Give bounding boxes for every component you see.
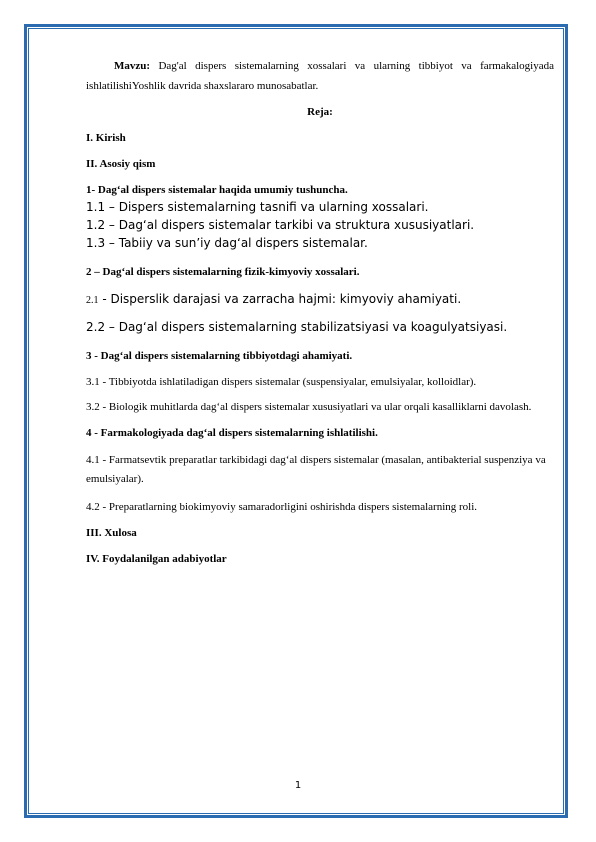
outline-section-1: 1- Dag‘al dispers sistemalar haqida umumiy tushuncha. <box>86 184 348 196</box>
topic-text: Dag'al dispers sistemalarning xossalari va ularning tibbiyot va farmakalogiyada ishlatilishiYoshlik davrida shaxslararo munosabatlar. <box>86 60 554 92</box>
outline-section-1-3 <box>86 236 554 250</box>
outline-section-1-2 <box>86 218 554 232</box>
outline-section-1-2-num: 1.2 <box>86 218 106 232</box>
outline-section-3-1: 3.1 - Tibbiyotda ishlatiladigan dispers sistemalar (suspensiyalar, emulsiyalar, kolloidlar). <box>86 376 477 388</box>
document-content <box>86 56 554 565</box>
outline-section-2: 2 – Dag‘al dispers sistemalarning fizik-kimyoviy xossalari. <box>86 266 360 278</box>
outline-section-1-3-num: 1.3 <box>86 236 106 250</box>
plan-title: Reja: <box>307 106 333 118</box>
outline-section-2-1-num: 2.1 <box>86 295 99 306</box>
outline-section-4-2: 4.2 - Preparatlarning biokimyoviy samaradorligini oshirishda dispers sistemalarning roli. <box>86 501 478 513</box>
outline-section-3-2: 3.2 - Biologik muhitlarda dag‘al dispers sistemalar xususiyatlari va ular orqali kasalliklarni davolash. <box>86 401 532 413</box>
outline-section-1-1-num: 1.1 <box>86 200 106 214</box>
outline-conclusion: III. Xulosa <box>86 527 137 539</box>
outline-section-1-1 <box>86 200 554 214</box>
outline-section-4-1: 4.1 - Farmatsevtik preparatlar tarkibidagi dag‘al dispers sistemalar (masalan, antibakterial suspenziya va emulsiyalar). <box>86 454 546 485</box>
outline-section-1-2-text: – Dag‘al dispers sistemalar tarkibi va struktura xususiyatlari. <box>105 218 475 232</box>
outline-section-3: 3 - Dag‘al dispers sistemalarning tibbiyotdagi ahamiyati. <box>86 350 353 362</box>
outline-section-1-3-text: – Tabiiy va sun’iy dag‘al dispers sistemalar. <box>105 236 368 250</box>
outline-intro: I. Kirish <box>86 132 126 144</box>
outline-section-1-1-text: – Dispers sistemalarning tasnifi va ularning xossalari. <box>105 200 429 214</box>
topic-paragraph <box>86 56 554 96</box>
page-number: 1 <box>294 780 302 791</box>
outline-main: II. Asosiy qism <box>86 158 156 170</box>
outline-section-2-2: 2.2 – Dag‘al dispers sistemalarning stabilizatsiyasi va koagulyatsiyasi. <box>86 320 508 334</box>
outline-section-4: 4 - Farmakologiyada dag‘al dispers sistemalarning ishlatilishi. <box>86 427 378 439</box>
outline-section-2-1-text: - Disperslik darajasi va zarracha hajmi: kimyoviy ahamiyati. <box>98 292 462 306</box>
outline-section-2-1 <box>86 292 554 306</box>
topic-label: Mavzu: <box>114 60 151 72</box>
outline-references: IV. Foydalanilgan adabiyotlar <box>86 553 227 565</box>
